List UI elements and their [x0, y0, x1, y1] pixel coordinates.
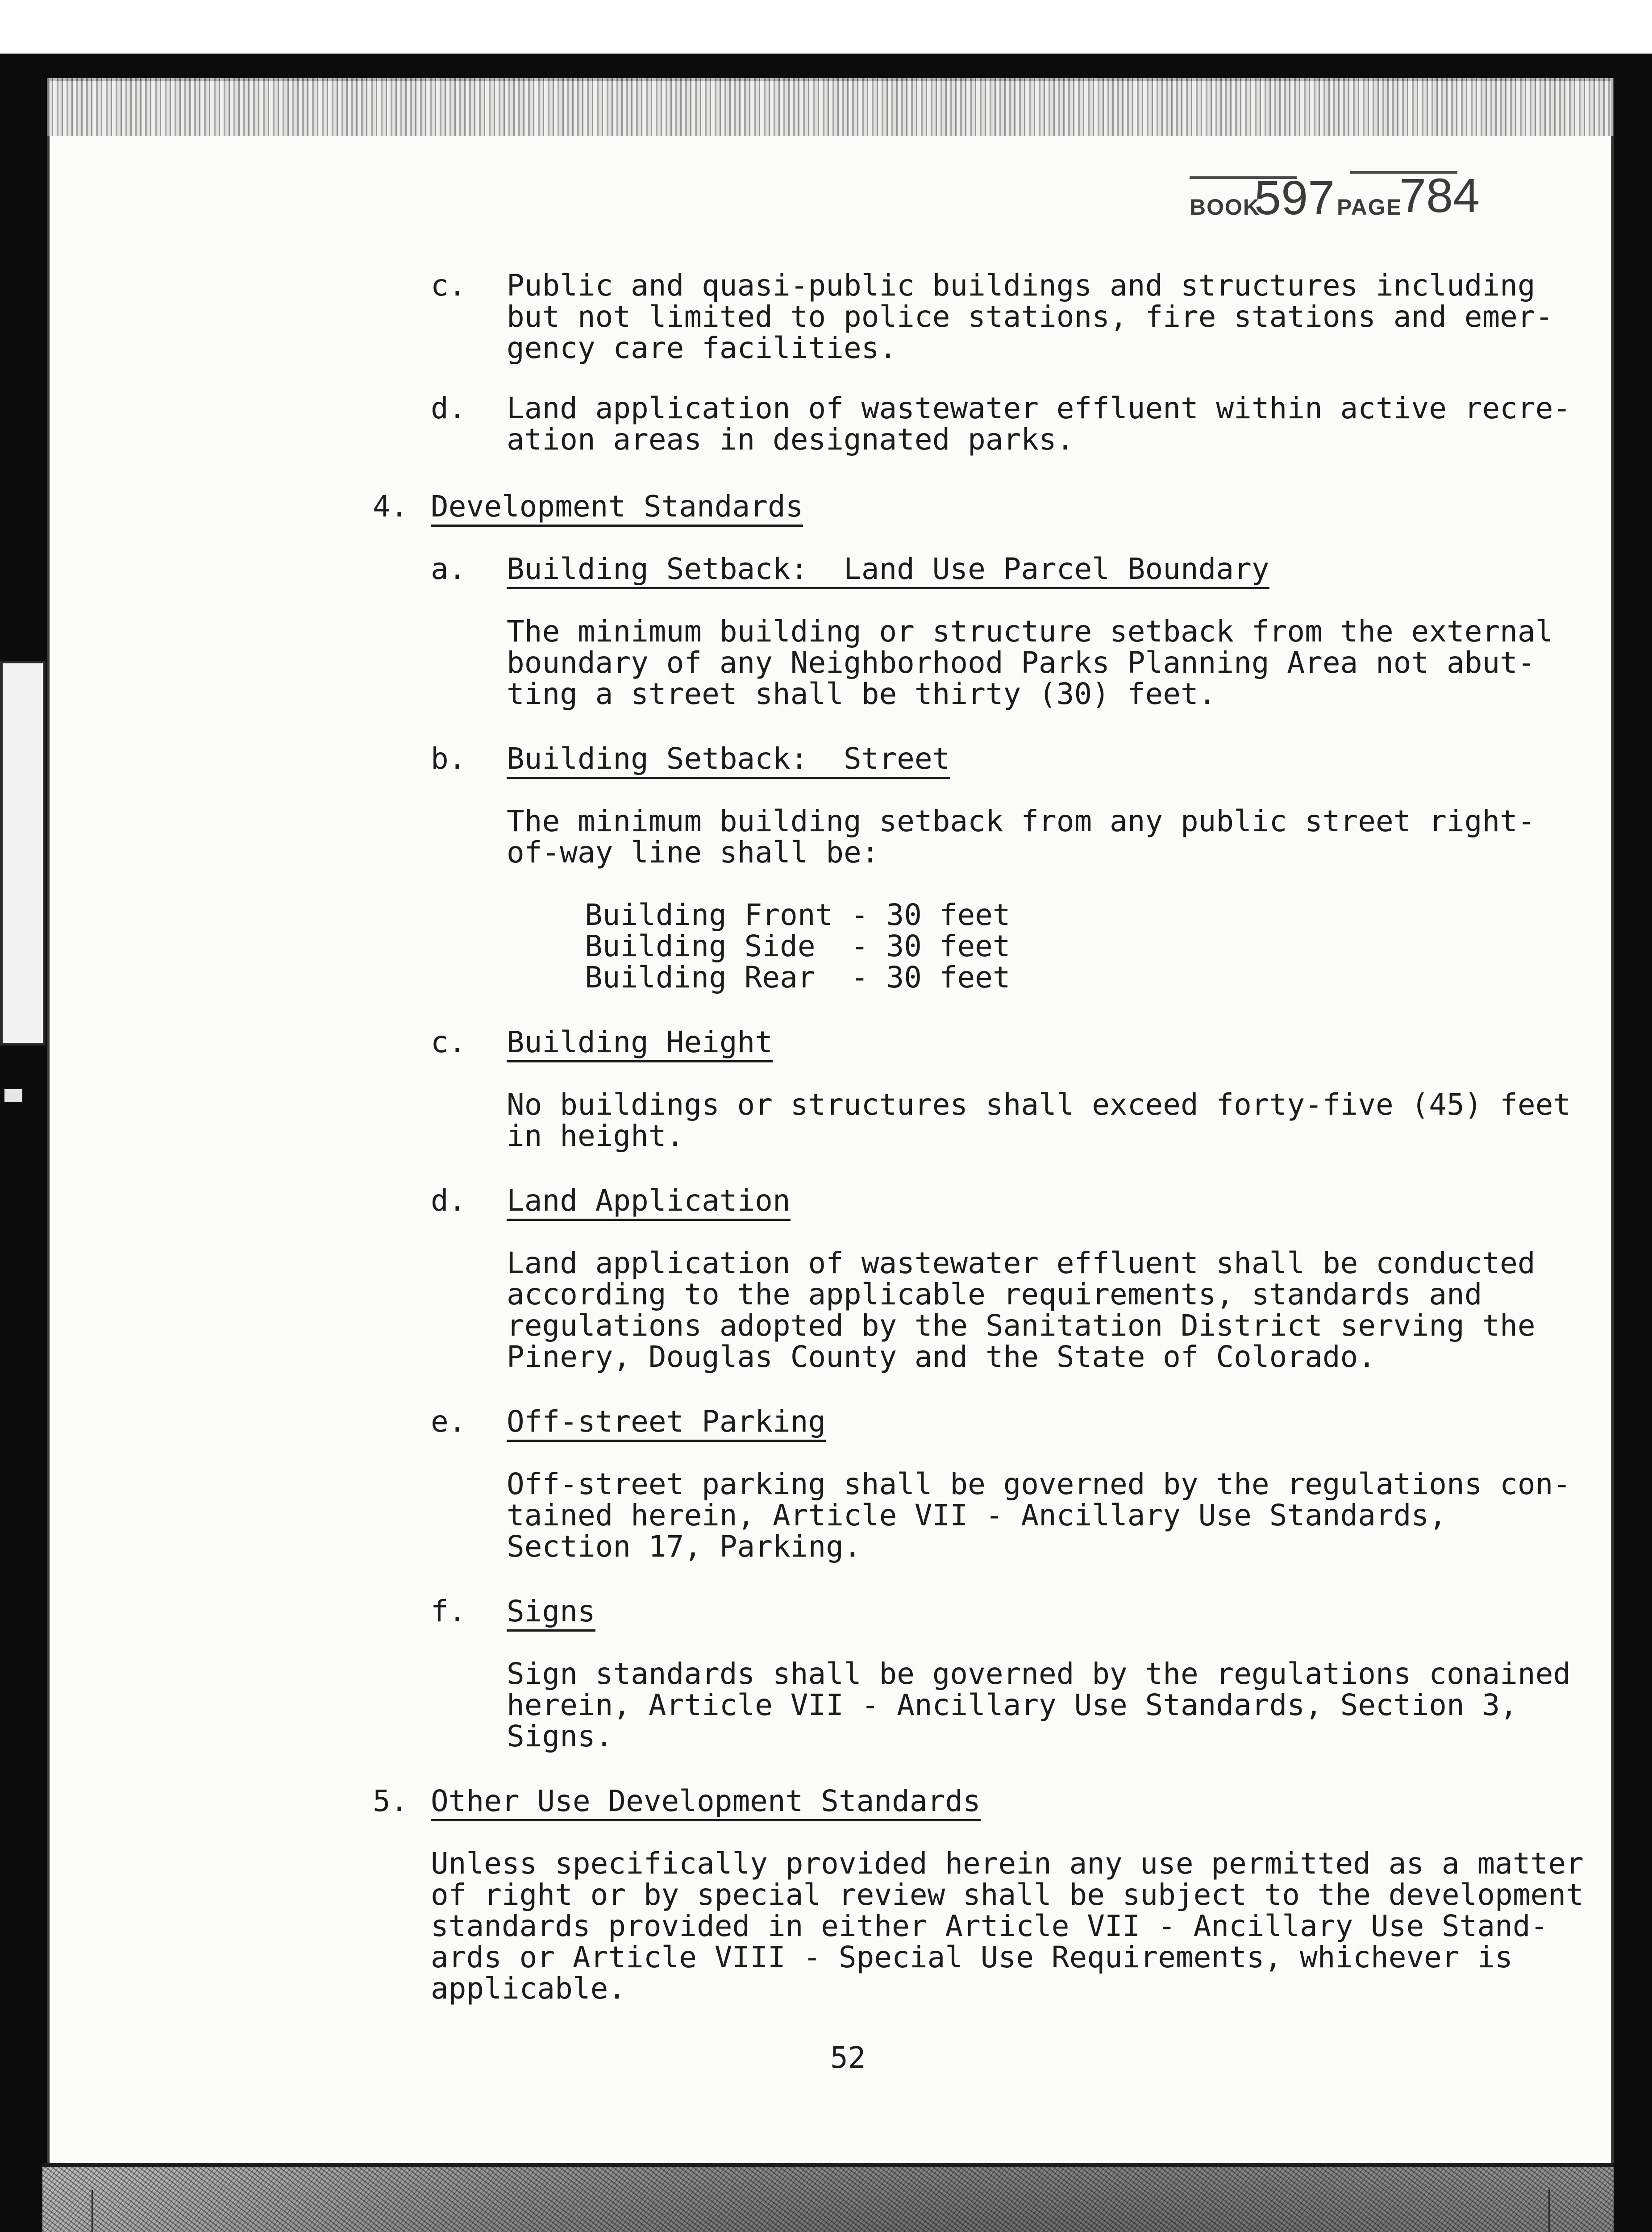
list-letter: d.: [431, 1183, 466, 1218]
body-line: Signs.: [507, 1719, 613, 1753]
list-letter: b.: [431, 741, 466, 776]
section-title: Other Use Development Standards: [431, 1784, 981, 1821]
body-line: of right or by special review shall be subject to the development: [431, 1878, 1584, 1912]
underlying-sheet-frame: [92, 2190, 1550, 2232]
list-letter: a.: [431, 552, 466, 586]
subsection-heading: Building Height: [507, 1025, 773, 1062]
body-line: but not limited to police stations, fire stations and emer-: [507, 300, 1553, 334]
body-line: The minimum building setback from any public street right-: [507, 804, 1535, 838]
list-letter: f.: [431, 1594, 466, 1628]
body-line: ting a street shall be thirty (30) feet.: [507, 677, 1216, 711]
body-line: boundary of any Neighborhood Parks Planning Area not abut-: [507, 645, 1535, 680]
section-number: 4.: [373, 489, 408, 524]
body-line: herein, Article VII - Ancillary Use Standards, Section 3,: [507, 1688, 1518, 1722]
page-number: 52: [830, 2040, 866, 2075]
subsection-heading: Land Application: [507, 1183, 791, 1221]
body-line: ation areas in designated parks.: [507, 422, 1074, 457]
body-line: according to the applicable requirements, standards and: [507, 1277, 1482, 1312]
body-line: tained herein, Article VII - Ancillary Use Standards,: [507, 1498, 1447, 1532]
body-line: Land application of wastewater effluent within active recre-: [507, 391, 1571, 425]
body-line: Land application of wastewater effluent shall be conducted: [507, 1246, 1535, 1280]
setback-line: Building Side - 30 feet: [585, 929, 1011, 963]
body-line: in height.: [507, 1119, 684, 1153]
list-letter: e.: [431, 1404, 466, 1439]
stamp-page-label: PAGE: [1337, 195, 1402, 220]
stamp-book-number: 597: [1254, 171, 1335, 225]
subsection-heading: Off-street Parking: [507, 1404, 826, 1442]
body-line: Pinery, Douglas County and the State of Colorado.: [507, 1340, 1376, 1374]
body-line: Section 17, Parking.: [507, 1529, 861, 1564]
body-line: gency care facilities.: [507, 331, 897, 365]
section-number: 5.: [373, 1784, 408, 1818]
subsection-heading: Signs: [507, 1594, 595, 1632]
binder-notch: [4, 1089, 22, 1102]
list-letter: c.: [431, 268, 466, 303]
body-line: Public and quasi-public buildings and structures including: [507, 268, 1535, 303]
body-line: regulations adopted by the Sanitation District serving the: [507, 1308, 1535, 1343]
section-title: Development Standards: [431, 489, 803, 527]
body-line: Unless specifically provided herein any use permitted as a matter: [431, 1846, 1584, 1881]
body-line: of-way line shall be:: [507, 835, 879, 870]
body-line: applicable.: [431, 1971, 626, 2006]
list-letter: d.: [431, 391, 466, 425]
body-line: standards provided in either Article VII - Ancillary Use Stand-: [431, 1909, 1548, 1943]
body-line: Off-street parking shall be governed by the regulations con-: [507, 1467, 1571, 1501]
binder-tab: [0, 661, 46, 1045]
subsection-heading: Building Setback: Land Use Parcel Boundary: [507, 552, 1269, 589]
body-line: The minimum building or structure setback from the external: [507, 614, 1553, 649]
body-line: Sign standards shall be governed by the regulations conained: [507, 1657, 1571, 1691]
recording-stamp: [1190, 163, 1480, 225]
stamp-page-number: 784: [1399, 168, 1480, 222]
scan-edge-noise: [47, 78, 1614, 136]
list-letter: c.: [431, 1025, 466, 1059]
body-line: ards or Article VIII - Special Use Requirements, whichever is: [431, 1940, 1513, 1974]
setback-line: Building Rear - 30 feet: [585, 960, 1011, 995]
stamp-book-label: BOOK: [1190, 195, 1260, 220]
body-line: No buildings or structures shall exceed forty-five (45) feet: [507, 1087, 1571, 1122]
subsection-heading: Building Setback: Street: [507, 741, 950, 779]
setback-line: Building Front - 30 feet: [585, 898, 1011, 932]
